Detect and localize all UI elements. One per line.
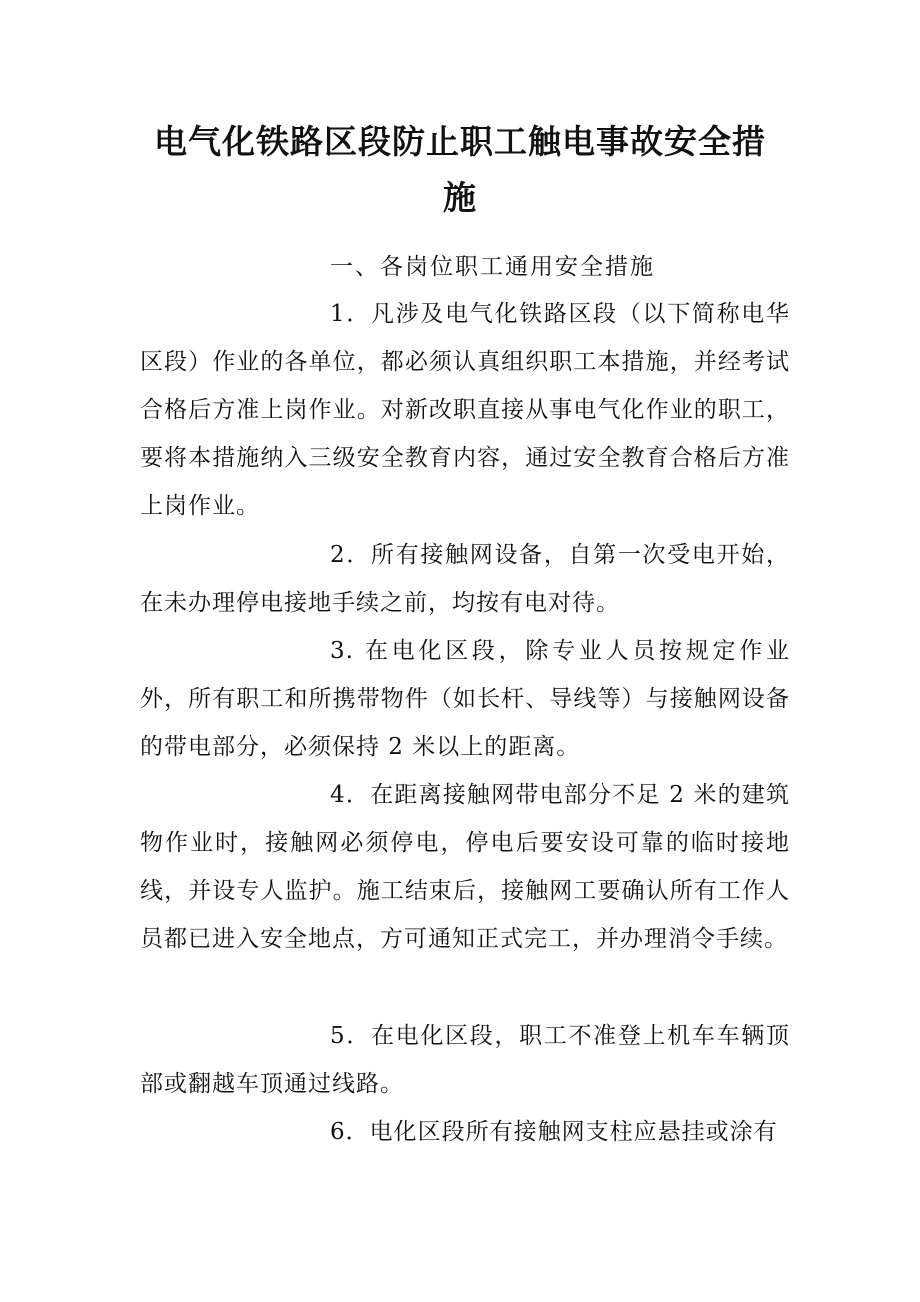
paragraph-5: 5．在电化区段，职工不准登上机车车辆顶部或翻越车顶通过线路。 <box>140 1023 790 1097</box>
paragraph-3: 3. 在电化区段，除专业人员按规定作业外，所有职工和所携带物件（如长杆、导线等）与接触网设备的带电部分，必须保持 2 米以上的距离。 <box>140 638 790 760</box>
document-title-line-1: 电气化铁路区段防止职工触电事故安全措 <box>154 122 766 161</box>
paragraph-4: 4．在距离接触网带电部分不足 2 米的建筑物作业时，接触网必须停电，停电后要安设可靠的临时接地线，并设专人监护。施工结束后，接触网工要确认所有工作人员都已进入安全地点，方可通知正式完工，并办理消令手续。 <box>140 782 790 952</box>
paragraph-2: 2．所有接触网设备，自第一次受电开始，在未办理停电接地手续之前，均按有电对待。 <box>140 542 790 616</box>
paragraph-1: 1．凡涉及电气化铁路区段（以下简称电华区段）作业的各单位，都必须认真组织职工本措施，并经考试合格后方准上岗作业。对新改职直接从事电气化作业的职工，要将本措施纳入三级安全教育内容，通过安全教育合格后方准上岗作业。 <box>140 301 790 519</box>
paragraph-6: 6．电化区段所有接触网支柱应悬挂或涂有 <box>330 1119 778 1145</box>
document-title-line-2: 施 <box>443 178 477 217</box>
section-heading: 一、各岗位职工通用安全措施 <box>330 254 655 280</box>
